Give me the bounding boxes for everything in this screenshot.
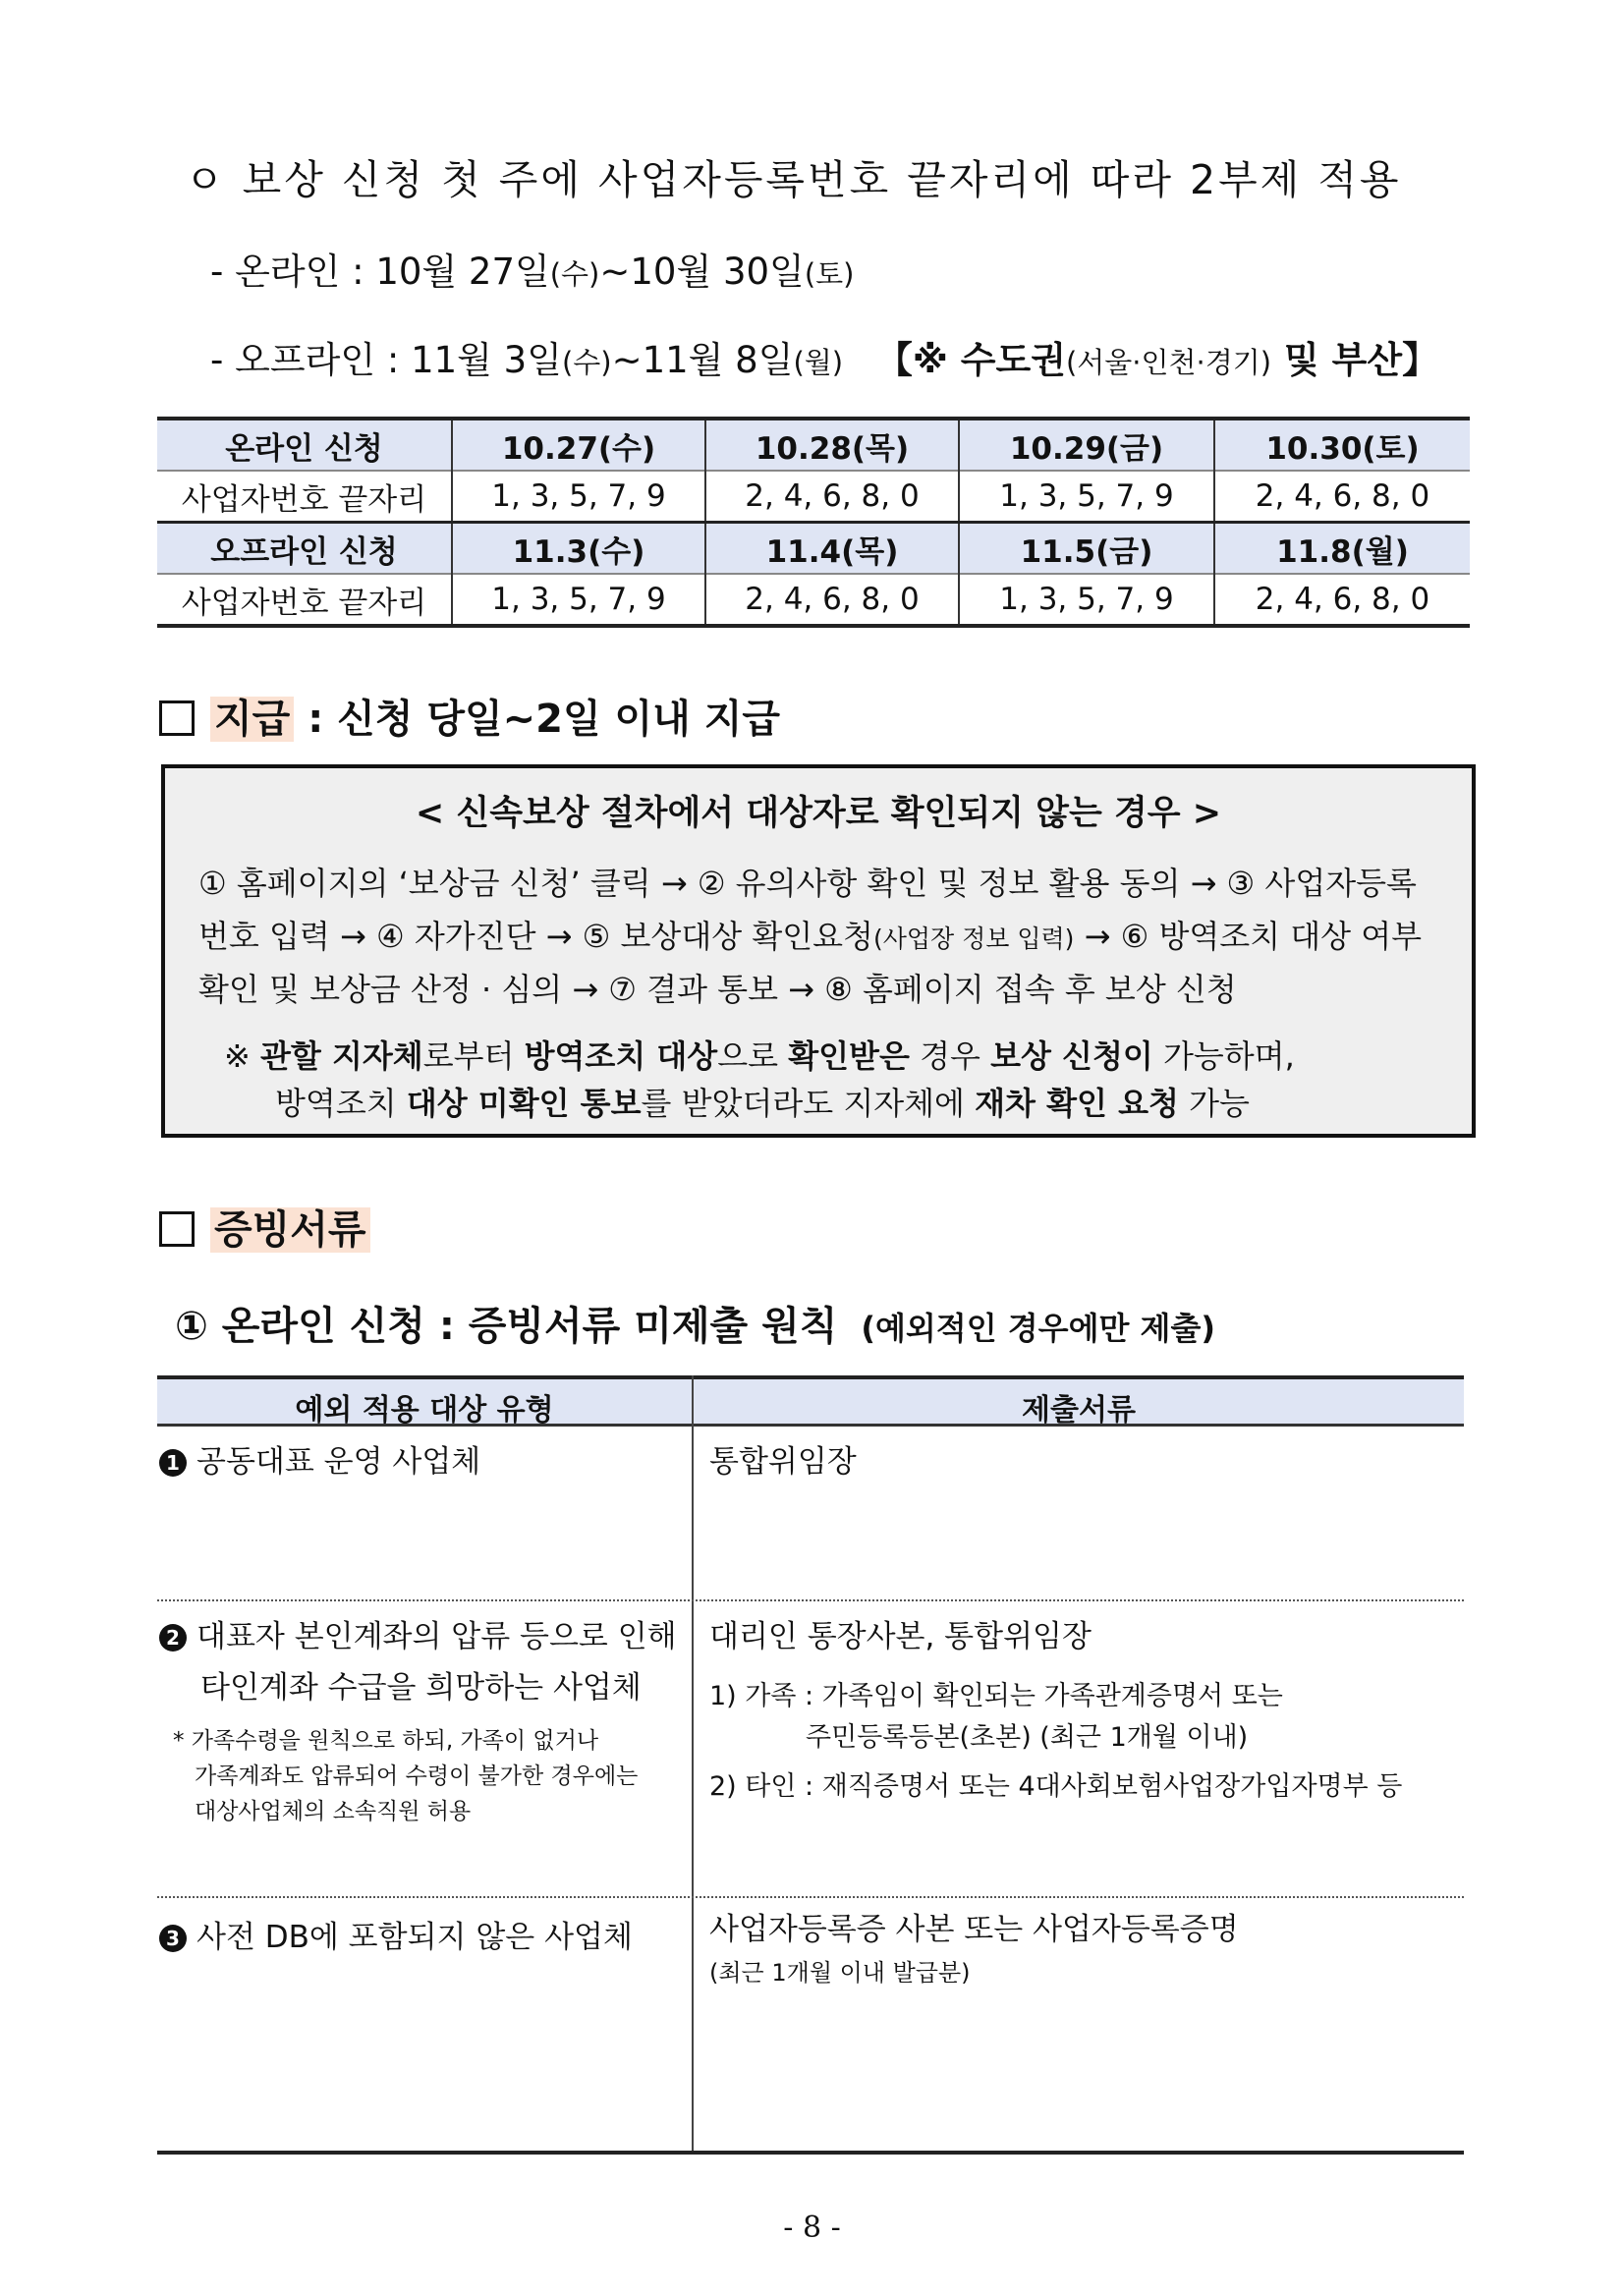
payment-keyword: 지급 [210, 697, 294, 742]
schedule-cell: 11.3(수) [452, 523, 705, 575]
procedure-step-text: → ⑥ 방역조치 대상 여부 [1074, 918, 1423, 955]
schedule-cell: 10.29(금) [959, 419, 1214, 471]
region-note-c: 및 부산】 [1271, 339, 1439, 381]
type-text: 사전 DB에 포함되지 않은 사업체 [196, 1920, 633, 1955]
docs-detail: 1) 가족 : 가족임이 확인되는 가족관계증명서 또는 [709, 1681, 1283, 1711]
note-text: 방역조치 대상 [524, 1037, 718, 1075]
schedule-cell: 10.28(목) [705, 419, 959, 471]
offline-region-note [876, 339, 1438, 381]
schedule-cell: 2, 4, 6, 8, 0 [1214, 471, 1470, 523]
schedule-cell: 사업자번호 끝자리 [157, 574, 452, 626]
schedule-cell: 2, 4, 6, 8, 0 [705, 574, 959, 626]
type-text: 대표자 본인계좌의 압류 등으로 인해 [196, 1619, 677, 1654]
offline-period [210, 330, 1438, 383]
procedure-step-line: ① 홈페이지의 ‘보상금 신청’ 클릭 → ② 유의사항 확인 및 정보 활용 동의 → ③ 사업자등록 [198, 865, 1417, 902]
table-row-docs: 사업자등록증 사본 또는 사업자등록증명 [709, 1912, 1239, 1947]
table-row-type [159, 1912, 633, 1956]
procedure-step-line: 확인 및 보상금 산정 · 심의 → ⑦ 결과 통보 → ⑧ 홈페이지 접속 후 보상 신청 [198, 971, 1237, 1008]
docs-detail: 주민등록등본(초본) (최근 1개월 이내) [806, 1722, 1249, 1753]
documents-keyword: 증빙서류 [210, 1207, 370, 1253]
offline-day1: (수) [561, 346, 612, 379]
note-text: 를 받았더라도 지자체에 [641, 1085, 976, 1122]
note-text: 보상 신청이 [990, 1037, 1153, 1075]
note-text: ※ [224, 1037, 260, 1075]
type-text: 타인계좌 수급을 희망하는 사업체 [200, 1670, 642, 1706]
note-text: 가능 [1178, 1085, 1250, 1122]
note-text: 로부터 [422, 1037, 525, 1075]
procedure-step-text: 번호 입력 → ④ 자가진단 → ⑤ 보상대상 확인요청 [198, 918, 873, 955]
schedule-cell: 2, 4, 6, 8, 0 [1214, 574, 1470, 626]
table-row-type [159, 1611, 677, 1655]
online-docs-title: ① 온라인 신청 : 증빙서류 미제출 원칙 [175, 1304, 838, 1349]
note-text: 관할 지자체 [259, 1037, 423, 1075]
schedule-table [157, 417, 1470, 628]
procedure-note-line [224, 1032, 1458, 1077]
procedure-note-line [275, 1079, 1458, 1124]
number-badge-icon: 1 [159, 1449, 187, 1477]
schedule-offline-header-row [157, 523, 1470, 575]
schedule-cell: 1, 3, 5, 7, 9 [959, 471, 1214, 523]
table-row-type [159, 1436, 480, 1481]
online-docs-heading [175, 1295, 1215, 1351]
procedure-box [161, 764, 1476, 1138]
note-text: 확인받은 [788, 1037, 910, 1075]
col-header-docs: 제출서류 [1022, 1393, 1136, 1428]
note-text: 대상 미확인 통보 [406, 1085, 642, 1122]
online-day1: (수) [549, 257, 600, 291]
schedule-cell: 11.5(금) [959, 523, 1214, 575]
documents-table-header [157, 1375, 1464, 1427]
schedule-cell: 사업자번호 끝자리 [157, 471, 452, 523]
region-note-a: 【※ 수도권 [875, 339, 1066, 381]
schedule-cell: 11.4(목) [705, 523, 959, 575]
schedule-online-header-row [157, 419, 1470, 471]
procedure-box-title: < 신속보상 절차에서 대상자로 확인되지 않는 경우 > [415, 794, 1222, 833]
table-row-docs: 대리인 통장사본, 통합위임장 [709, 1619, 1092, 1654]
footnote-line: 가족계좌도 압류되어 수령이 불가한 경우에는 [195, 1764, 639, 1789]
column-divider [692, 1375, 694, 2153]
number-badge-icon: 3 [159, 1925, 187, 1952]
offline-day2: (월) [793, 346, 844, 379]
number-badge-icon: 2 [159, 1624, 187, 1652]
online-period-end: ~10월 30일 [599, 251, 805, 293]
note-text: 재차 확인 요청 [975, 1085, 1179, 1122]
note-text: 으로 [717, 1037, 789, 1075]
schedule-cell: 1, 3, 5, 7, 9 [959, 574, 1214, 626]
row-divider [157, 1896, 1464, 1898]
type-footnote [173, 1723, 638, 1829]
procedure-step-small: (사업장 정보 입력) [872, 924, 1075, 953]
type-text: 공동대표 운영 사업체 [196, 1444, 481, 1480]
schedule-cell: 1, 3, 5, 7, 9 [452, 471, 705, 523]
payment-text: : 신청 당일~2일 이내 지급 [294, 697, 781, 742]
table-row-docs: 통합위임장 [709, 1444, 857, 1480]
schedule-cell: 1, 3, 5, 7, 9 [452, 574, 705, 626]
online-period [210, 242, 854, 295]
schedule-cell: 오프라인 신청 [157, 523, 452, 575]
note-text: 경우 [909, 1037, 991, 1075]
note-text: 방역조치 [275, 1085, 407, 1122]
schedule-cell: 10.27(수) [452, 419, 705, 471]
headline-2-shift-rule: ㅇ 보상 신청 첫 주에 사업자등록번호 끝자리에 따라 2부제 적용 [185, 156, 1402, 203]
row-divider [157, 1599, 1464, 1601]
region-note-b: (서울·인천·경기) [1065, 346, 1272, 379]
offline-period-end: ~11월 8일 [611, 339, 794, 381]
online-period-label: - 온라인 : 10월 27일 [210, 251, 550, 293]
note-text: 가능하며, [1152, 1037, 1295, 1075]
online-day2: (토) [804, 257, 855, 291]
schedule-cell: 온라인 신청 [157, 419, 452, 471]
docs-detail: 2) 타인 : 재직증명서 또는 4대사회보험사업장가입자명부 등 [709, 1771, 1403, 1802]
col-header-type: 예외 적용 대상 유형 [295, 1393, 554, 1428]
docs-detail: (최근 1개월 이내 발급분) [709, 1959, 971, 1987]
offline-period-label: - 오프라인 : 11월 3일 [210, 339, 562, 381]
schedule-cell: 10.30(토) [1214, 419, 1470, 471]
schedule-cell: 2, 4, 6, 8, 0 [705, 471, 959, 523]
schedule-offline-digits-row [157, 574, 1470, 626]
online-docs-paren: (예외적인 경우에만 제출) [861, 1310, 1215, 1347]
schedule-online-digits-row [157, 471, 1470, 523]
documents-heading [159, 1199, 370, 1255]
schedule-cell: 11.8(월) [1214, 523, 1470, 575]
footnote-line: * 가족수령을 원칙으로 하되, 가족이 없거나 [173, 1728, 599, 1754]
payment-heading [159, 688, 780, 744]
page-number: - 8 - [783, 2211, 841, 2245]
checkbox-square-icon [159, 700, 195, 736]
table-bottom-rule [157, 2151, 1464, 2155]
checkbox-square-icon [159, 1211, 195, 1247]
procedure-step-line [198, 912, 1452, 957]
footnote-line: 대상사업체의 소속직원 허용 [195, 1799, 472, 1824]
